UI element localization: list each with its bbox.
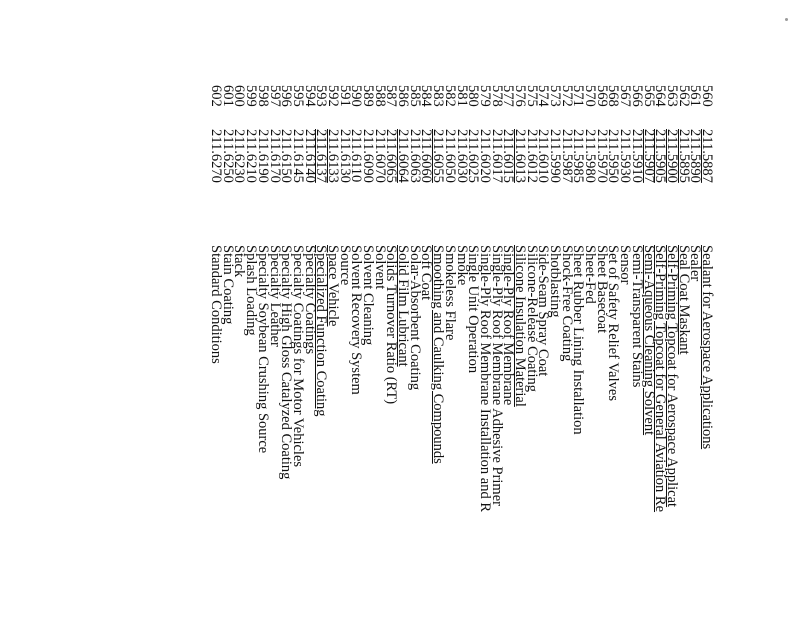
row-number: 584 xyxy=(418,85,435,107)
row-number: 577 xyxy=(500,85,517,107)
row-number: 568 xyxy=(605,85,622,107)
term-name: Single-Ply Roof Membrane Installation and R xyxy=(476,245,493,513)
term-name: Self-Priming Topcoat for Aerospace Applicat xyxy=(663,245,680,508)
term-name: Sheet Rubber Lining Installation xyxy=(570,245,587,435)
table-row xyxy=(208,85,225,618)
section-code: 211.5987 xyxy=(558,129,575,183)
term-name: Single Unit Operation xyxy=(465,245,482,374)
row-number: 593 xyxy=(313,85,330,107)
section-code: 211.6020 xyxy=(476,129,493,183)
definitions-index-table xyxy=(92,85,715,618)
term-name: Semi-Aqueous Cleaning Solvent xyxy=(640,245,657,436)
row-number: 588 xyxy=(371,85,388,107)
row-number: 599 xyxy=(243,85,260,107)
section-code: 211.6064 xyxy=(395,129,412,183)
term-name: Self-Priming Topcoat for General Aviation Re xyxy=(652,245,669,513)
section-code: 211.6150 xyxy=(278,129,295,183)
section-code: 211.6130 xyxy=(336,129,353,183)
section-code: 211.6145 xyxy=(289,129,306,183)
row-number: 569 xyxy=(593,85,610,107)
term-name: Shotblasting xyxy=(547,245,564,318)
section-code: 211.6270 xyxy=(208,129,225,183)
section-code: 211.5910 xyxy=(628,129,645,183)
section-code: 211.5900 xyxy=(663,129,680,183)
term-name: Sheet Basecoat xyxy=(593,245,610,334)
section-code: 211.6210 xyxy=(243,129,260,183)
term-name: Standard Conditions xyxy=(208,245,225,364)
section-code: 211.6137 xyxy=(313,129,330,183)
row-number: 560 xyxy=(699,85,715,107)
row-number: 591 xyxy=(336,85,353,107)
row-number: 580 xyxy=(465,85,482,107)
section-code: 211.6060 xyxy=(418,129,435,183)
term-name: Sheet-Fed xyxy=(582,245,599,304)
term-name: Silicone-Release Coating xyxy=(523,245,540,392)
term-name: Stack xyxy=(231,245,248,278)
term-name: Single-Ply Roof Membrane Adhesive Primer xyxy=(488,245,505,506)
row-number: 589 xyxy=(360,85,377,107)
term-name: Shock-Free Coating xyxy=(558,245,575,362)
term-name: Specialty Leather xyxy=(266,245,283,347)
section-code: 211.6065 xyxy=(383,129,400,183)
section-code: 211.6030 xyxy=(453,129,470,183)
term-name: Specialty Coatings for Motor Vehicles xyxy=(289,245,306,468)
row-number: 600 xyxy=(231,85,248,107)
section-code: 211.6063 xyxy=(406,129,423,183)
row-number: 575 xyxy=(523,85,540,107)
row-number: 582 xyxy=(441,85,458,107)
term-name: Smoke xyxy=(453,245,470,286)
section-code: 211.6070 xyxy=(371,129,388,183)
row-number: 590 xyxy=(348,85,365,107)
row-number: 570 xyxy=(582,85,599,107)
section-code: 211.5930 xyxy=(617,129,634,183)
row-number: 572 xyxy=(558,85,575,107)
section-code: 211.5970 xyxy=(593,129,610,183)
scan-speck xyxy=(785,18,788,21)
term-name: Side-Seam Spray Coat xyxy=(535,245,552,377)
section-code: 211.6050 xyxy=(441,129,458,183)
section-code: 211.6250 xyxy=(219,129,236,183)
section-code: 211.5887 xyxy=(699,129,715,183)
term-name: Solvent xyxy=(371,245,388,290)
section-code: 211.5985 xyxy=(570,129,587,183)
section-code: 211.6015 xyxy=(500,129,517,183)
section-code: 211.5980 xyxy=(582,129,599,183)
row-number: 564 xyxy=(652,85,669,107)
term-name: Stain Coating xyxy=(219,245,236,325)
term-name: Solids Turnover Ratio (RT) xyxy=(383,245,400,405)
term-name: Specialized Function Coating xyxy=(313,245,330,417)
section-code: 211.6140 xyxy=(301,129,318,183)
row-number: 566 xyxy=(628,85,645,107)
row-number: 561 xyxy=(687,85,704,107)
section-code: 211.6170 xyxy=(266,129,283,183)
term-name: Seal Coat Maskant xyxy=(675,245,692,355)
section-code: 211.6010 xyxy=(535,129,552,183)
term-name: Silicone Insulation Material xyxy=(512,245,528,407)
term-name: Single-Ply Roof Membrane xyxy=(500,245,517,406)
term-name: Sealer xyxy=(687,245,704,282)
row-number: 565 xyxy=(640,85,657,107)
row-number: 562 xyxy=(675,85,692,107)
section-code: 211.6230 xyxy=(231,129,248,183)
section-code: 211.5895 xyxy=(675,129,692,183)
term-name: Solar-Absorbent Coating xyxy=(406,245,423,391)
section-code: 211.5950 xyxy=(605,129,622,183)
section-code: 211.6055 xyxy=(430,129,447,183)
section-code: 211.6190 xyxy=(254,129,271,183)
section-code: 211.6013 xyxy=(512,129,528,183)
term-name: Sensor xyxy=(617,245,634,285)
row-number: 573 xyxy=(547,85,564,107)
term-name: Specialty Coatings xyxy=(301,245,318,355)
section-code: 211.5905 xyxy=(652,129,669,183)
term-name: Source xyxy=(336,245,353,286)
row-number: 594 xyxy=(301,85,318,107)
row-number: 563 xyxy=(663,85,680,107)
row-number: 574 xyxy=(535,85,552,107)
row-number: 597 xyxy=(266,85,283,107)
term-name: Semi-Transparent Stains xyxy=(628,245,645,388)
row-number: 578 xyxy=(488,85,505,107)
row-number: 581 xyxy=(453,85,470,107)
term-name: Solid Film Lubricant xyxy=(395,245,412,367)
section-code: 211.5890 xyxy=(687,129,704,183)
row-number: 596 xyxy=(278,85,295,107)
term-name: Solvent Recovery System xyxy=(348,245,365,395)
section-code: 211.6110 xyxy=(348,129,365,183)
row-number: 576 xyxy=(512,85,528,107)
section-code: 211.5907 xyxy=(640,129,657,183)
row-number: 598 xyxy=(254,85,271,107)
section-code: 211.6025 xyxy=(465,129,482,183)
row-number: 583 xyxy=(430,85,447,107)
row-number: 602 xyxy=(208,85,225,107)
row-number: 595 xyxy=(289,85,306,107)
term-name: Smokeless Flare xyxy=(441,245,458,341)
section-code: 211.6133 xyxy=(325,129,341,183)
row-number: 601 xyxy=(219,85,236,107)
row-number: 587 xyxy=(383,85,400,107)
term-name: Splash Loading xyxy=(243,245,260,336)
term-name: Solvent Cleaning xyxy=(360,245,377,346)
row-number: 586 xyxy=(395,85,412,107)
section-code: 211.6012 xyxy=(523,129,540,183)
term-name: Sealant for Aerospace Applications xyxy=(699,245,715,450)
row-number: 567 xyxy=(617,85,634,107)
term-name: Set of Safety Relief Valves xyxy=(605,245,622,401)
term-name: Space Vehicle xyxy=(325,245,341,327)
term-name: Specialty Soybean Crushing Source xyxy=(254,245,271,454)
row-number: 592 xyxy=(325,85,341,107)
row-number: 579 xyxy=(476,85,493,107)
term-name: Soft Coat xyxy=(418,245,435,301)
section-code: 211.5990 xyxy=(547,129,564,183)
term-name: Specialty High Gloss Catalyzed Coating xyxy=(278,245,295,480)
section-code: 211.6017 xyxy=(488,129,505,183)
section-code: 211.6090 xyxy=(360,129,377,183)
term-name: Smoothing and Caulking Compounds xyxy=(430,245,447,464)
row-number: 571 xyxy=(570,85,587,107)
row-number: 585 xyxy=(406,85,423,107)
